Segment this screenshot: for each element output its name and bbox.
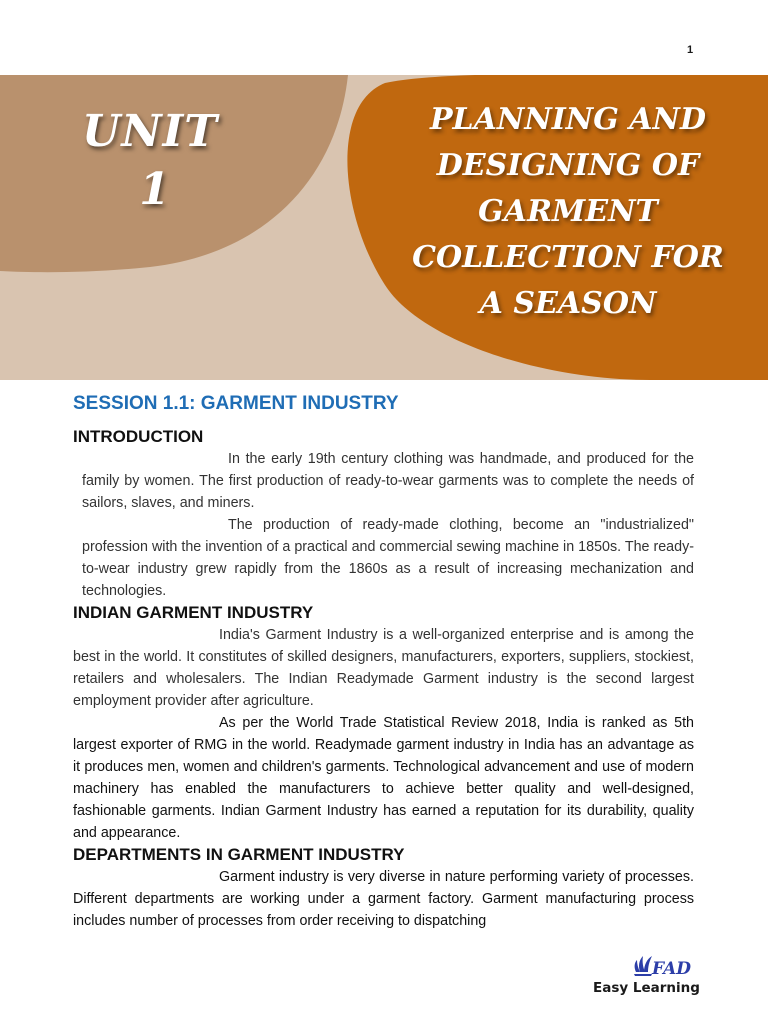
departments-paragraph: Garment industry is very diverse in nature performing variety of processes. Different departments are working under a garment factory. Garment manufacturing process includes number of processes from order receiving to dispatching	[73, 869, 694, 929]
indian-industry-paragraph: As per the World Trade Statistical Review 2018, India is ranked as 5th largest exporter of RMG in the world. Readymade garment industry in India has an advantage as it produces men, women and children's garments. Technological advancement and use of modern machinery has enabled the manufacturers to achieve better quality and well-designed, fashionable garments. Indian Garment Industry has earned a reputation for its durability, quality and appearance.	[73, 715, 694, 841]
unit-title	[378, 97, 758, 327]
section-heading-indian-garment-industry: INDIAN GARMENT INDUSTRY	[73, 603, 314, 622]
unit-number: 1	[139, 164, 171, 215]
logo-text: FAD	[652, 959, 692, 979]
session-heading: SESSION 1.1: GARMENT INDUSTRY	[73, 393, 399, 414]
section-heading-departments: DEPARTMENTS IN GARMENT INDUSTRY	[73, 845, 405, 864]
unit-banner	[0, 75, 768, 380]
intro-paragraph: In the early 19th century clothing was handmade, and produced for the family by women. The first production of ready-to-wear garments was to complete the needs of sailors, slaves, and miners.	[82, 451, 694, 511]
page-content	[73, 390, 694, 932]
indian-industry-paragraph: India's Garment Industry is a well-organized enterprise and is among the best in the world. It constitutes of skilled designers, manufacturers, exporters, suppliers, stockiest, retailers and wholesalers. The Indian Readymade Garment industry is the second largest employment provider after agriculture.	[73, 627, 694, 709]
unit-title-line: A SEASON	[479, 286, 657, 321]
intro-paragraph: The production of ready-made clothing, become an "industrialized" profession with the invention of a practical and commercial sewing machine in 1850s. The ready-to-wear industry grew rapidly from the 1860s as a result of increasing mechanization and technologies.	[82, 517, 694, 599]
section-heading-introduction: INTRODUCTION	[73, 427, 204, 446]
unit-title-line: PLANNING AND	[429, 102, 706, 137]
footer-tagline: Easy Learning	[593, 980, 700, 996]
page-number: 1	[686, 44, 694, 56]
fad-logo-icon	[632, 952, 696, 980]
unit-label	[50, 103, 250, 219]
unit-word: UNIT	[82, 106, 218, 157]
unit-title-line: COLLECTION FOR	[412, 240, 724, 275]
unit-title-line: GARMENT	[478, 194, 658, 229]
unit-title-line: DESIGNING OF	[436, 148, 700, 183]
